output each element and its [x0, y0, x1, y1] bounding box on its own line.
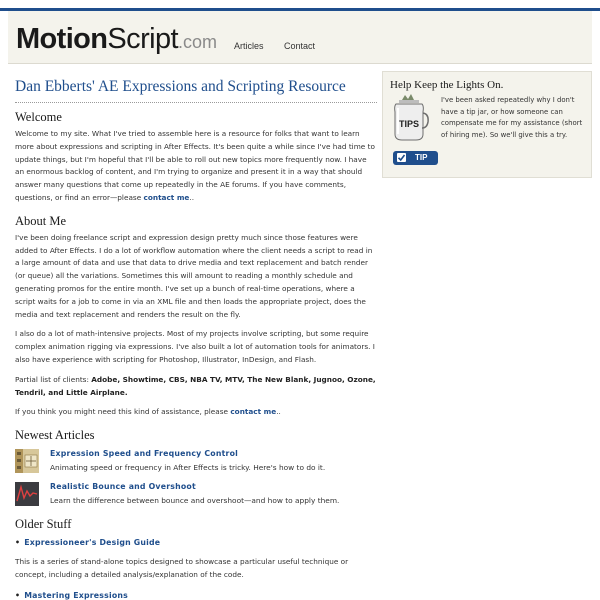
about-heading: About Me: [15, 213, 67, 228]
logo-part-script: Script: [107, 23, 178, 55]
article-title-link[interactable]: Expression Speed and Frequency Control: [50, 449, 239, 459]
site-header: [8, 11, 592, 64]
older-list-item: [15, 538, 377, 547]
about-paragraph-2: I also do a lot of math-intensive projects. Most of my projects involve scripting, but some require complex animation rigging via expressions. I've also built a lot of automation tools for animators. I also have experience with scripting for Photoshop, Illustrator, InDesign, and Flash.: [15, 329, 375, 364]
nav-contact[interactable]: Contact: [284, 41, 316, 51]
clients-paragraph: [15, 374, 377, 400]
older-item-link[interactable]: Mastering Expressions: [24, 590, 128, 600]
tip-jar-label: TIPS: [398, 119, 420, 129]
article-description: Animating speed or frequency in After Effects is tricky. Here's how to do it.: [50, 463, 326, 473]
welcome-heading: Welcome: [15, 110, 62, 124]
check-icon: [397, 153, 406, 162]
nav-articles[interactable]: Articles: [234, 41, 264, 51]
clients-list: Adobe, Showtime, CBS, NBA TV, MTV, The New Blank, Jugnoo, Ozone, Tendril, and Little Airplane.: [15, 374, 376, 397]
clients-intro: Partial list of clients:: [15, 374, 92, 384]
site-logo[interactable]: [16, 23, 217, 56]
about-paragraph-1: I've been doing freelance script and expression design pretty much since those features were added to After Effects. I do a lot of workflow automation where the client needs a script to read in a large amount of data and use that data to drive media and text replacement and batch render (or queue) all the variations. Sometimes this will amount to reading a monthly schedule and generating promos for the entire month. I've set up a bunch of real-time operations, where a script waits for a job to come in via an XML file and then loads the appropriate project, does the media and text replacement and renders the result on the fly.: [15, 232, 373, 319]
bullet-icon: •: [15, 538, 21, 548]
article-title-link[interactable]: Realistic Bounce and Overshoot: [50, 482, 196, 492]
bounce-article-thumbnail-icon[interactable]: [15, 482, 39, 506]
page-title: Dan Ebberts' AE Expressions and Scripting Resource: [15, 78, 377, 103]
article-description: Learn the difference between bounce and overshoot—and how to apply them.: [50, 496, 340, 506]
welcome-text: [15, 128, 377, 205]
tip-jar-icon: [389, 94, 429, 142]
sidebar-text: I've been asked repeatedly why I don't have a tip jar, or how someone can compensate me for my assistance (short of hiring me). So we'll give this a try.: [441, 96, 583, 139]
bullet-icon: •: [15, 590, 21, 600]
older-stuff-heading: Older Stuff: [15, 517, 72, 532]
speed-article-thumbnail-icon[interactable]: [15, 449, 39, 473]
article-text: [50, 449, 325, 472]
welcome-text-body: Welcome to my site. What I've tried to assemble here is a resource for folks that want to learn more about expressions and scripting in After Effects. It's been quite a while since I've had time to update things, but I'm hopeful that I'll be able to roll out new topics more frequently now. I have an enormous backlog of content, and I'm trying to organize and present it in a way that should answer many questions that come up repeatedly in the AE forums. If you have comments, questions, or find an error—please: [15, 129, 375, 202]
article-text: [50, 482, 339, 505]
older-list-item: [15, 591, 377, 600]
logo-part-dotcom: .com: [177, 32, 217, 52]
sidebar-heading: Help Keep the Lights On.: [390, 79, 504, 91]
article-item: [15, 482, 377, 506]
assist-paragraph: [15, 406, 377, 419]
assist-contact-link[interactable]: contact me: [230, 407, 277, 417]
tip-button-label: TIP: [415, 153, 428, 162]
article-item: [15, 449, 377, 473]
assist-text-end: ..: [276, 407, 281, 417]
older-item-description: This is a series of stand-alone topics designed to showcase a particular useful technique or concept, including a detailed analysis/explanation of the code.: [15, 557, 349, 579]
tip-button[interactable]: [393, 151, 438, 165]
welcome-contact-link[interactable]: contact me: [143, 192, 190, 202]
assist-text: If you think you might need this kind of assistance, please: [15, 407, 231, 417]
tip-jar-sidebar: [382, 71, 592, 178]
logo-part-motion: Motion: [16, 23, 108, 55]
main-content: [15, 78, 377, 600]
welcome-text-end: ..: [189, 192, 195, 202]
older-item-link[interactable]: Expressioneer's Design Guide: [24, 538, 161, 548]
newest-articles-heading: Newest Articles: [15, 428, 95, 443]
